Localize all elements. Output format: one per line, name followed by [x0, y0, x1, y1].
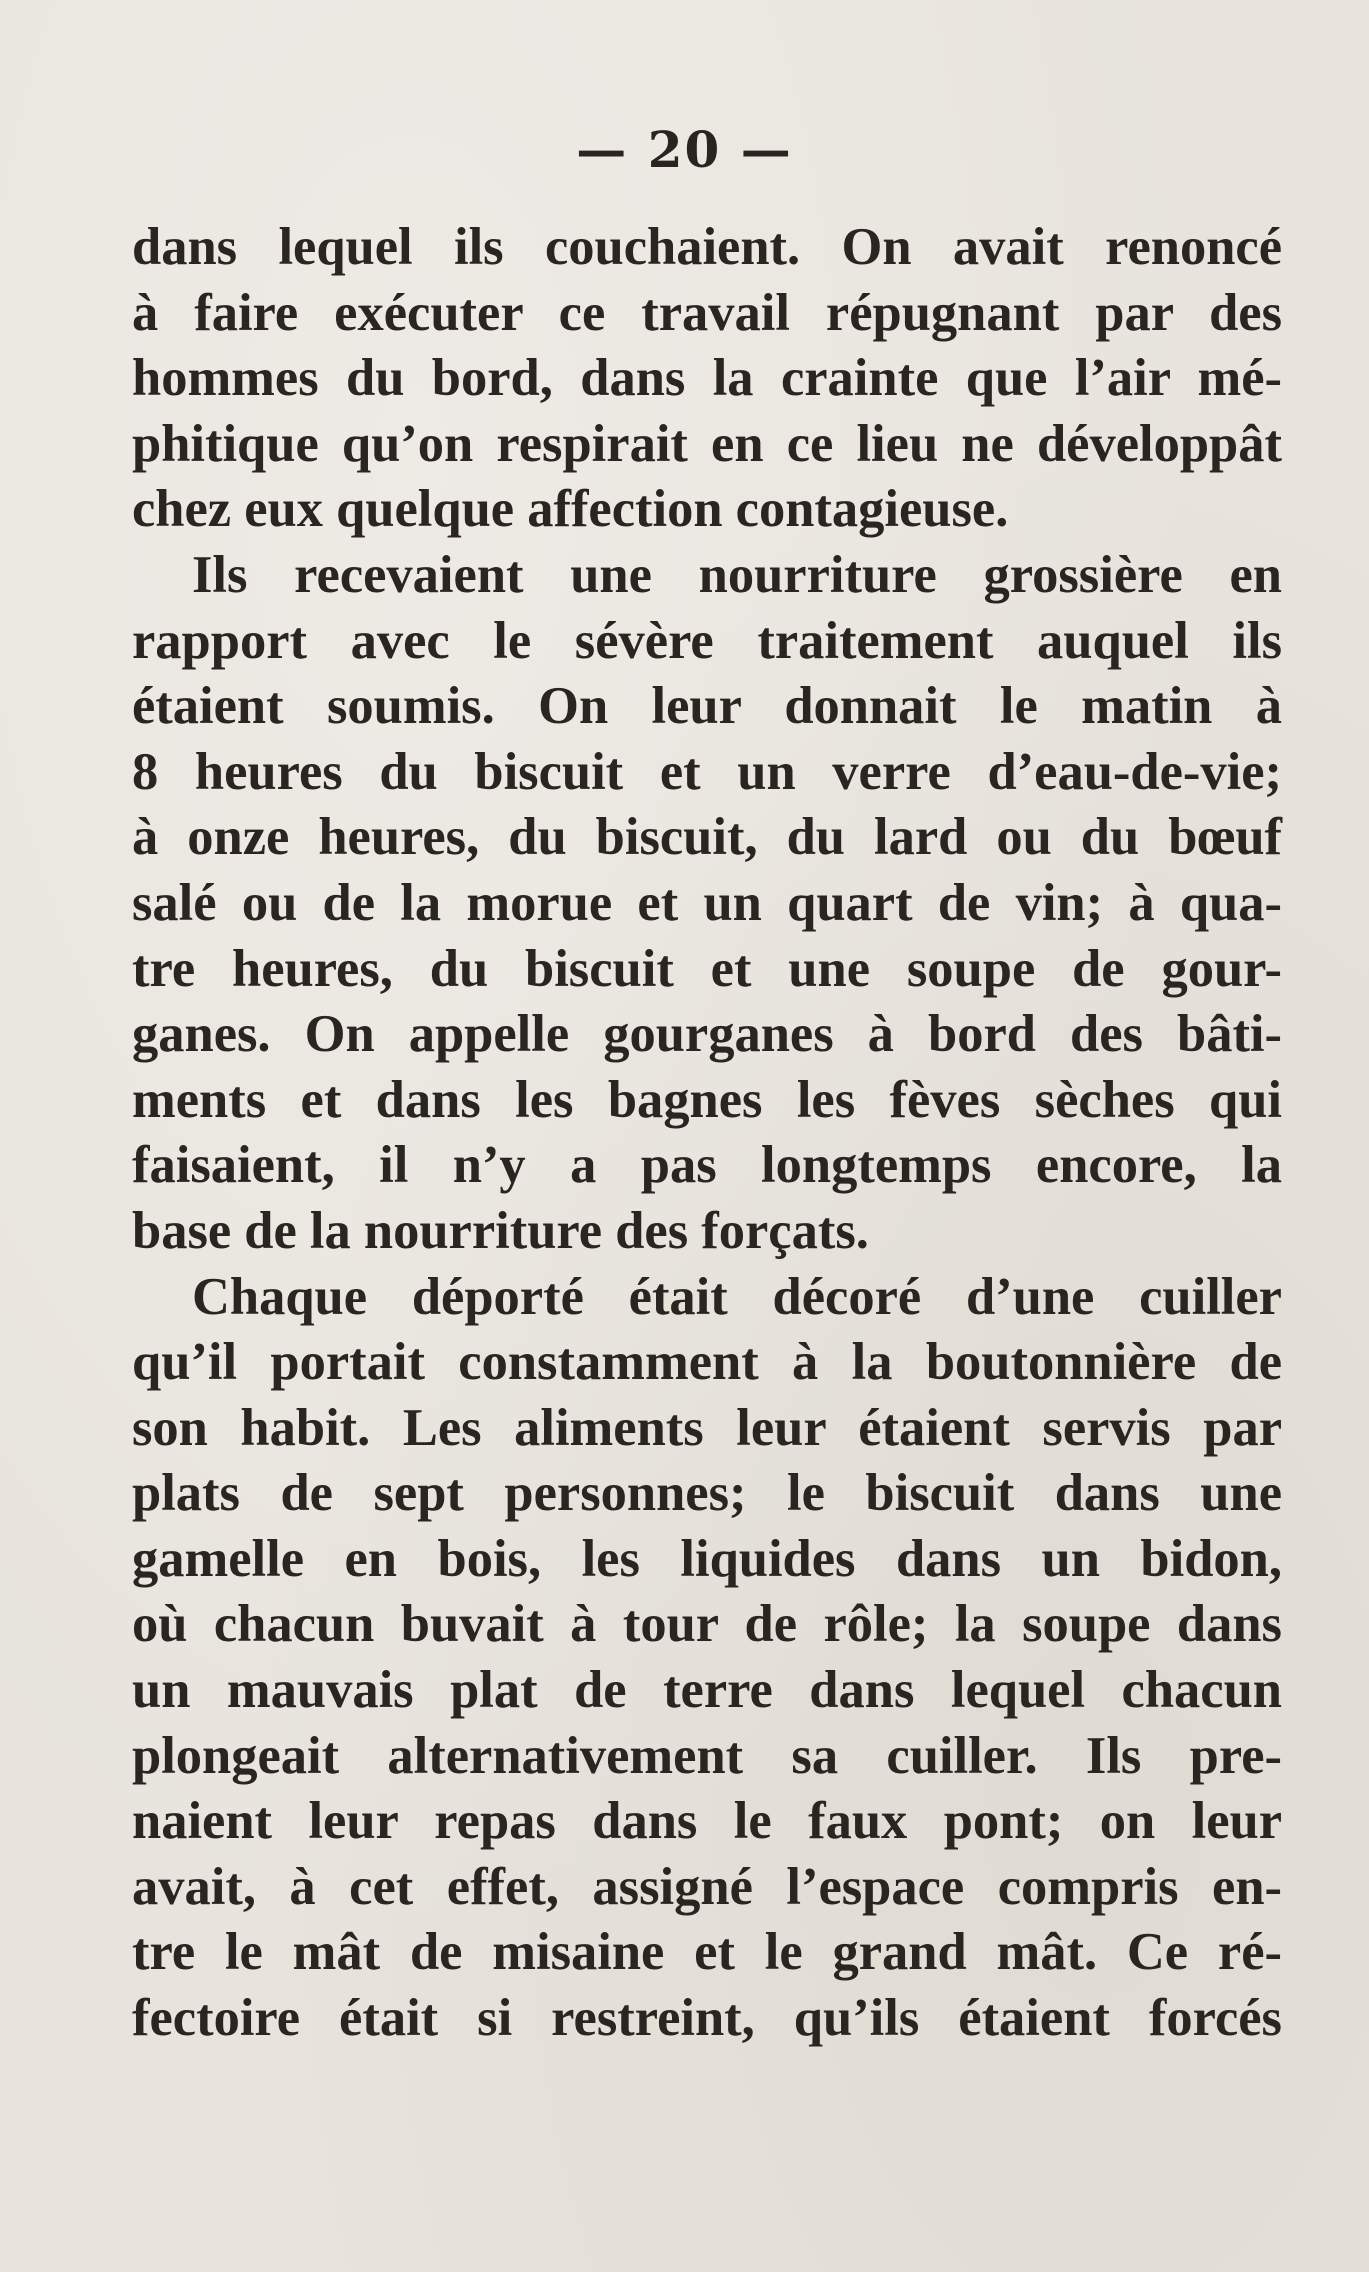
text-line: un mauvais plat de terre dans lequel chacun: [132, 1661, 1282, 1720]
text-line: faisaient, il n’y a pas longtemps encore, la: [132, 1136, 1282, 1195]
text-line: ments et dans les bagnes les fèves sèches qui: [132, 1070, 1282, 1129]
text-line: salé ou de la morue et un quart de vin; à qua-: [132, 873, 1282, 932]
text-line: fectoire était si restreint, qu’ils étaient forcés: [132, 1989, 1282, 2048]
text-line: étaient soumis. On leur donnait le matin à: [132, 677, 1282, 736]
text-line: Chaque déporté était décoré d’une cuiller: [192, 1267, 1282, 1326]
text-line: 8 heures du biscuit et un verre d’eau-de-vie;: [132, 742, 1282, 801]
text-line: à faire exécuter ce travail répugnant par des: [132, 283, 1282, 342]
text-line: phitique qu’on respirait en ce lieu ne développât: [132, 414, 1282, 473]
text-line: à onze heures, du biscuit, du lard ou du bœuf: [132, 808, 1282, 867]
text-line: tre le mât de misaine et le grand mât. Ce ré-: [132, 1923, 1282, 1982]
paragraph: [132, 1265, 1282, 2052]
page-number: — 20 —: [576, 120, 793, 179]
paragraph: [132, 543, 1282, 1265]
text-line: avait, à cet effet, assigné l’espace compris en-: [132, 1857, 1282, 1916]
text-line: tre heures, du biscuit et une soupe de gour-: [132, 939, 1282, 998]
text-line: qu’il portait constamment à la boutonnière de: [132, 1333, 1282, 1392]
text-line: ganes. On appelle gourganes à bord des bâti-: [132, 1005, 1282, 1064]
text-line: hommes du bord, dans la crainte que l’air mé-: [132, 349, 1282, 408]
text-line: gamelle en bois, les liquides dans un bidon,: [132, 1529, 1282, 1588]
text-line: son habit. Les aliments leur étaient servis par: [132, 1398, 1282, 1457]
text-line: chez eux quelque affection contagieuse.: [132, 480, 1009, 539]
text-line: base de la nourriture des forçats.: [132, 1201, 869, 1260]
paragraph: [132, 215, 1282, 543]
text-line: naient leur repas dans le faux pont; on leur: [132, 1792, 1282, 1851]
text-line: plongeait alternativement sa cuiller. Ils pre-: [132, 1726, 1282, 1785]
text-line: Ils recevaient une nourriture grossière en: [192, 545, 1282, 604]
text-line: où chacun buvait à tour de rôle; la soupe dans: [132, 1595, 1282, 1654]
body-text: [132, 215, 1282, 2052]
text-line: rapport avec le sévère traitement auquel ils: [132, 611, 1282, 670]
text-line: dans lequel ils couchaient. On avait renoncé: [132, 218, 1282, 276]
text-line: plats de sept personnes; le biscuit dans une: [132, 1464, 1282, 1523]
